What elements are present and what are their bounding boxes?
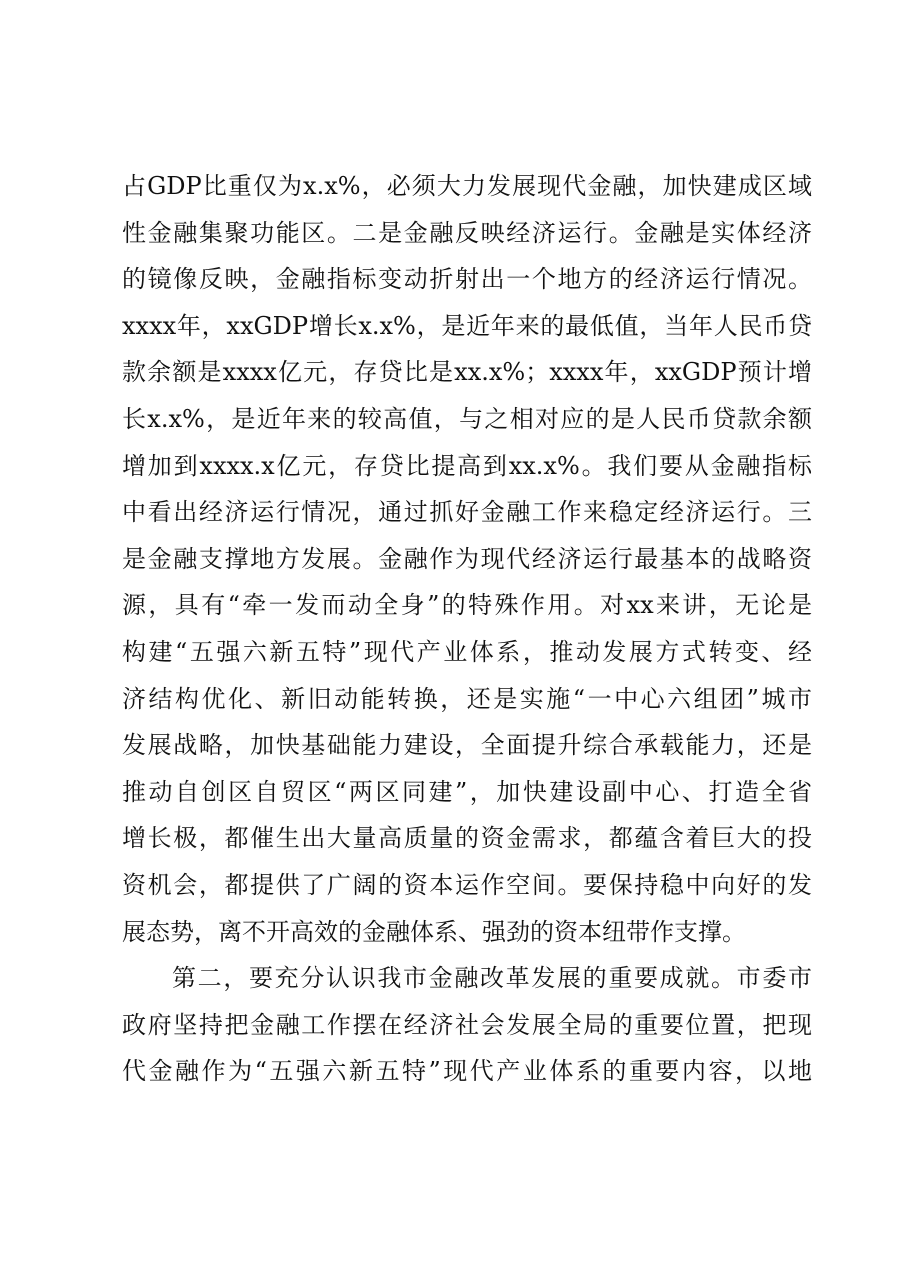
text-line: 是金融支撑地方发展。金融作为现代经济运行最基本的战略资 <box>122 544 812 573</box>
text-line: 中看出经济运行情况，通过抓好金融工作来稳定经济运行。三 <box>122 498 812 527</box>
text-line: 济结构优化、新旧动能转换，还是实施“一中心六组团”城市 <box>122 684 812 713</box>
text-line: 资机会，都提供了广阔的资本运作空间。要保持稳中向好的发 <box>122 870 812 899</box>
text-line: xxxx年，xxGDP增长x.x%，是近年来的最低值，当年人民币贷 <box>122 311 812 340</box>
text-line: 第二，要充分认识我市金融改革发展的重要成就。市委市 <box>172 964 812 993</box>
text-line: 构建“五强六新五特”现代产业体系，推动发展方式转变、经 <box>122 637 812 666</box>
text-line: 款余额是xxxx亿元，存贷比是xx.x%；xxxx年，xxGDP预计增 <box>122 358 812 387</box>
text-line: 展态势，离不开高效的金融体系、强劲的资本纽带作支撑。 <box>122 917 746 946</box>
text-line: 增加到xxxx.x亿元，存贷比提高到xx.x%。我们要从金融指标 <box>122 451 812 480</box>
text-line: 代金融作为“五强六新五特”现代产业体系的重要内容，以地 <box>122 1057 812 1086</box>
text-line: 占GDP比重仅为x.x%，必须大力发展现代金融，加快建成区域 <box>122 172 812 200</box>
text-line: 政府坚持把金融工作摆在经济社会发展全局的重要位置，把现 <box>122 1010 812 1039</box>
text-line: 发展战略，加快基础能力建设，全面提升综合承载能力，还是 <box>122 731 812 760</box>
document-body <box>122 163 812 1095</box>
text-line: 增长极，都催生出大量高质量的资金需求，都蕴含着巨大的投 <box>122 824 812 853</box>
text-line: 性金融集聚功能区。二是金融反映经济运行。金融是实体经济 <box>122 218 812 247</box>
text-line: 的镜像反映，金融指标变动折射出一个地方的经济运行情况。 <box>122 265 812 294</box>
text-line: 长x.x%，是近年来的较高值，与之相对应的是人民币贷款余额 <box>122 404 812 433</box>
text-line: 推动自创区自贸区“两区同建”，加快建设副中心、打造全省 <box>122 777 812 806</box>
text-line: 源，具有“牵一发而动全身”的特殊作用。对xx来讲，无论是 <box>122 591 812 620</box>
